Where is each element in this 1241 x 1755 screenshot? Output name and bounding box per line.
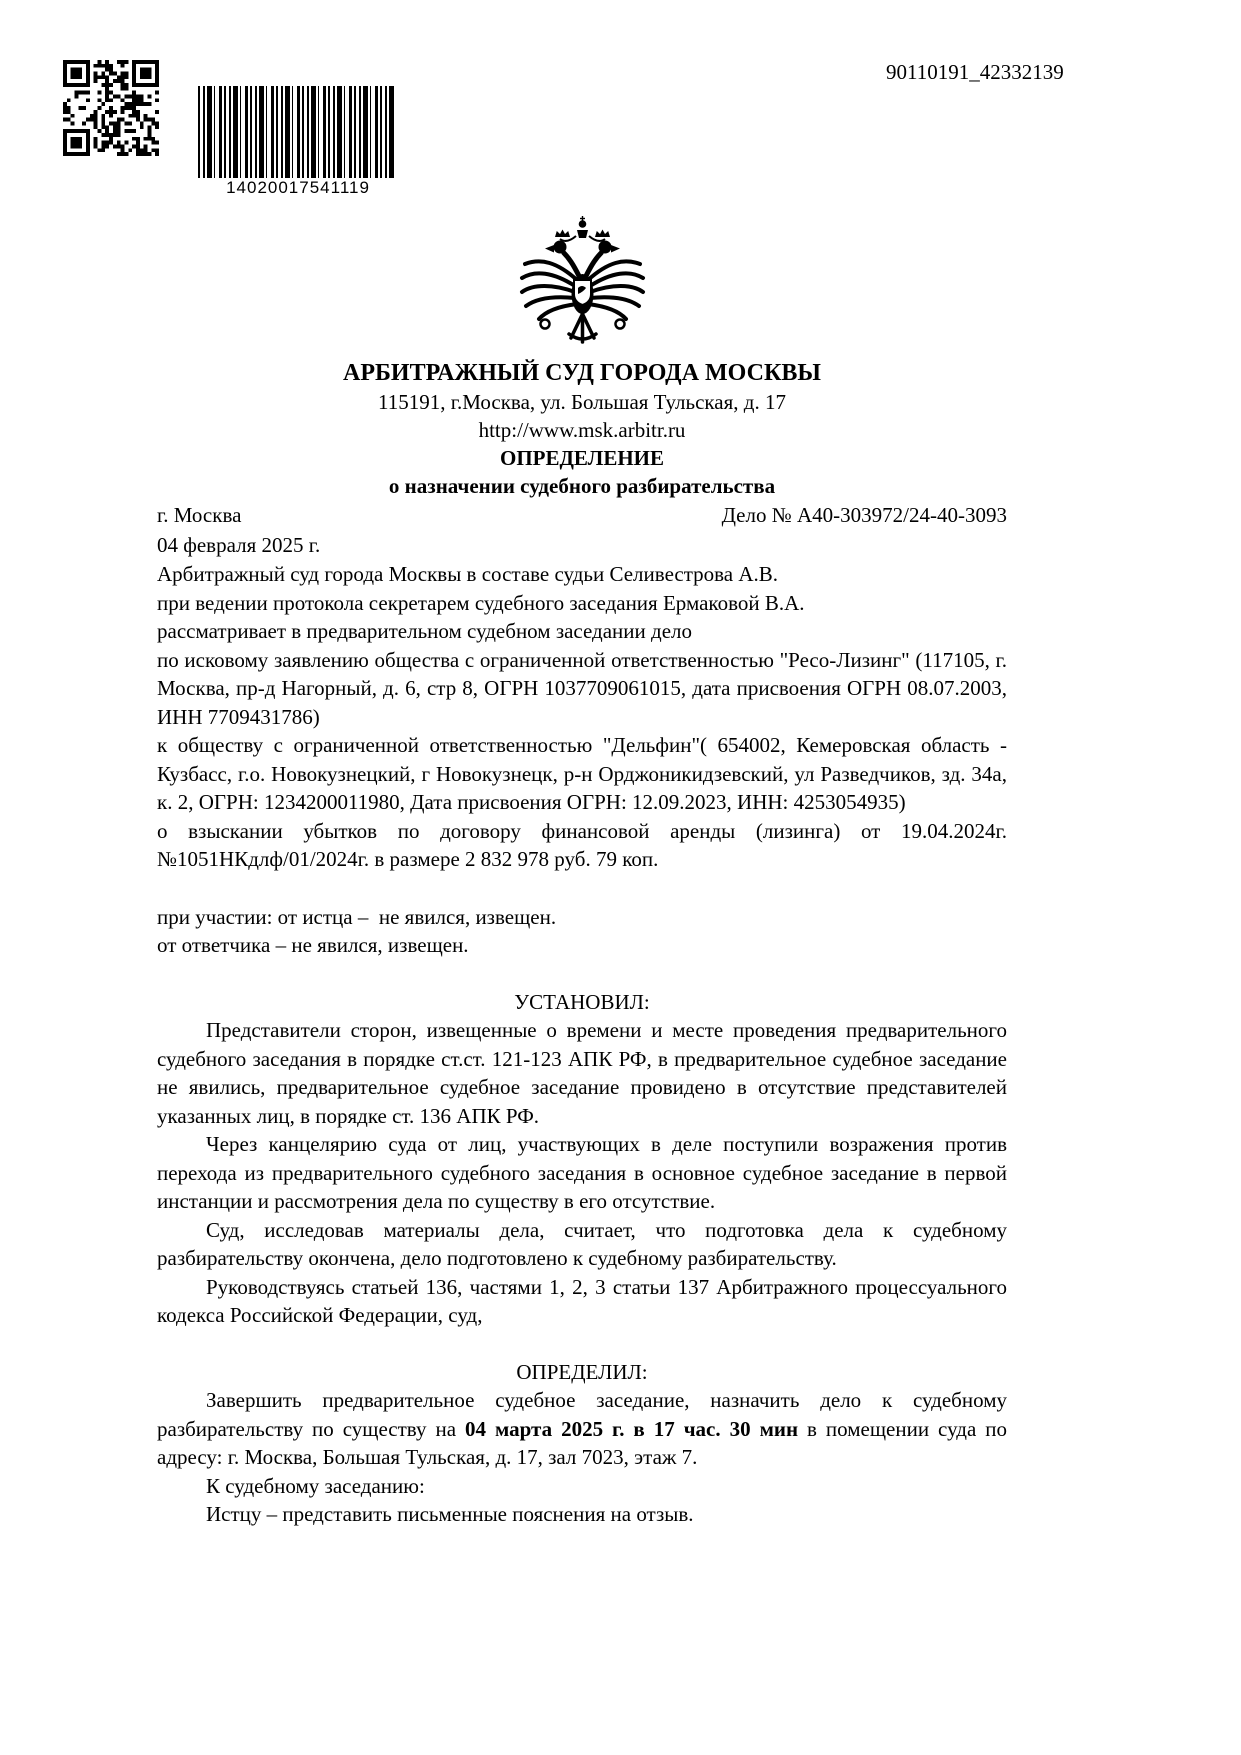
defendant-paragraph: к обществу с ограниченной ответственностью "Дельфин"( 654002, Кемеровская область - Кузбасс, г.о. Новокузнецкий, г Новокузнецк, р-н Орджоникидзевский, ул Разведчиков, зд. 34а, к. 2, ОГРН: 1234200011980, Дата присвоения ОГРН: 12.09.2023, ИНН: 4253054935) (157, 733, 1007, 814)
ruled-paragraph-instruction: Истцу – представить письменные пояснения на отзыв. (206, 1502, 694, 1526)
case-date: 04 февраля 2025 г. (157, 533, 321, 557)
established-paragraph: Суд, исследовав материалы дела, считает, что подготовка дела к судебному разбирательству окончена, дело подготовлено к судебному разбирательству. (157, 1217, 1007, 1270)
established-paragraph: Руководствуясь статьей 136, частями 1, 2, 3 статьи 137 Арбитражного процессуального кодекса Российской Федерации, суд, (157, 1274, 1007, 1327)
established-paragraph: Через канцелярию суда от лиц, участвующих в деле поступили возражения против перехода из предварительного судебного заседания в основное судебное заседание в первой инстанции и рассмотрения дела по существу в его отсутствие. (157, 1132, 1007, 1213)
barcode-number: 14020017541119 (226, 178, 370, 197)
court-name: АРБИТРАЖНЫЙ СУД ГОРОДА МОСКВЫ (343, 360, 821, 386)
document-type-title: ОПРЕДЕЛЕНИЕ (499, 446, 664, 470)
plaintiff-paragraph: по исковому заявлению общества с ограниченной ответственностью "Ресо-Лизинг" (117105, г. Москва, пр-д Нагорный, д. 6, стр 8, ОГРН 1037709061015, дата присвоения ОГРН 08.07.2003, ИНН 7709431786) (157, 647, 1007, 729)
ruled-paragraph-notice: К судебному заседанию: (206, 1473, 425, 1498)
case-city: г. Москва (157, 503, 242, 527)
document-id: 90110191_42332139 (886, 60, 1064, 84)
hearing-type-line: рассматривает в предварительном судебном заседании дело (157, 619, 693, 643)
ruled-section (157, 1386, 1007, 1529)
case-number: Дело № А40-303972/24-40-3093 (721, 503, 1007, 527)
case-row (157, 500, 1007, 530)
document-body (157, 358, 1007, 1529)
court-website: http://www.msk.arbitr.ru (478, 418, 686, 442)
hearing-datetime: 04 марта 2025 г. в 17 час. 30 мин (465, 1416, 799, 1441)
claim-paragraph: о взыскании убытков по договору финансовой аренды (лизинга) от 19.04.2024г. №1051НКдлф/01/2024г. в размере 2 832 978 руб. 79 коп. (157, 818, 1007, 871)
attendance-plaintiff-line: при участии: от истца – не явился, извещен. (157, 904, 557, 929)
ruled-text-before: Завершить предварительное судебное заседание, назначить дело к судебному разбирательству по существу на (157, 1388, 1007, 1441)
coat-of-arms-russia-icon (515, 216, 650, 364)
court-composition-line: Арбитражный суд города Москвы в составе судьи Селивестрова А.В. (157, 562, 779, 586)
ruled-text-after: в помещении суда по адресу: г. Москва, Большая Тульская, д. 17, зал 7023, этаж 7. (157, 1416, 1007, 1469)
qr-code (63, 60, 159, 156)
ruled-heading: ОПРЕДЕЛИЛ: (516, 1359, 648, 1384)
barcode-bars (198, 86, 396, 178)
attendance-defendant-line: от ответчика – не явился, извещен. (157, 933, 469, 957)
secretary-line: при ведении протокола секретарем судебного заседания Ермаковой В.А. (157, 590, 805, 615)
document-subtitle: о назначении судебного разбирательства (388, 474, 776, 498)
established-section (157, 1016, 1007, 1330)
court-address: 115191, г.Москва, ул. Большая Тульская, д. 17 (378, 390, 786, 414)
ruled-paragraph-hearing (157, 1386, 1007, 1472)
barcode (198, 86, 398, 198)
established-paragraph: Представители сторон, извещенные о времени и месте проведения предварительного судебного заседания в порядке ст.ст. 121-123 АПК РФ, в предварительное судебное заседание не явились, предварительное судебное заседание провидено в отсутствие представителей указанных лиц, в порядке ст. 136 АПК РФ. (157, 1018, 1007, 1128)
established-heading: УСТАНОВИЛ: (514, 989, 650, 1014)
